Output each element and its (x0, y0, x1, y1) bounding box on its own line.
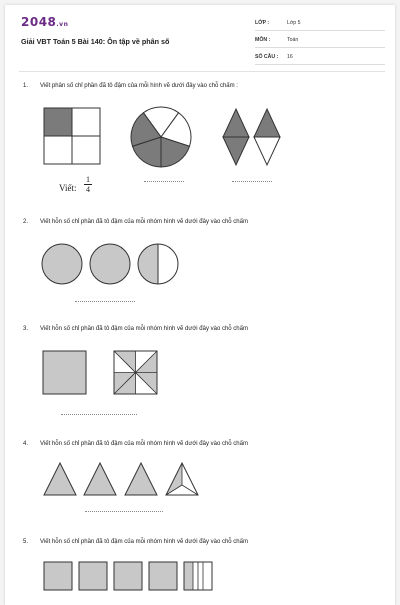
question-prompt: Viết hỗn số chỉ phần đã tô đậm của mỗi nhóm hình vẽ dưới đây vào chỗ chấm (40, 539, 248, 545)
shaded-part (184, 562, 193, 590)
question-prompt: Viết phân số chỉ phần đã tô đậm của mỗi hình vẽ dưới đây vào chỗ chấm : (40, 83, 238, 89)
shaded-square (43, 351, 86, 394)
question-text (23, 326, 248, 332)
question-text (23, 539, 248, 545)
shaded-triangle (125, 463, 157, 495)
meta-row-count (255, 50, 385, 65)
shaded-square (149, 562, 177, 590)
answer-blank[interactable] (75, 301, 135, 302)
meta-value: Toán (287, 37, 299, 43)
question-number: 2. (23, 219, 29, 225)
shaded-square (79, 562, 107, 590)
question-number: 3. (23, 326, 29, 332)
meta-value: Lớp 5 (287, 20, 301, 26)
meta-label: LỚP : (255, 20, 270, 26)
fraction-denominator: 4 (86, 185, 90, 194)
question-1 (5, 83, 395, 203)
question-prompt: Viết hỗn số chỉ phần đã tô đậm của mỗi nhóm hình vẽ dưới đây vào chỗ chấm (40, 441, 248, 447)
answer-example-fraction (83, 175, 93, 194)
meta-row-subject (255, 33, 385, 48)
question-4 (5, 441, 395, 526)
question-text (23, 219, 248, 225)
fraction-numerator: 1 (86, 175, 90, 184)
site-logo[interactable] (21, 15, 68, 29)
header-divider (19, 71, 385, 72)
unshaded-part (254, 137, 280, 165)
answer-blank[interactable] (85, 511, 163, 512)
question-2 (5, 219, 395, 309)
meta-value: 16 (287, 54, 293, 60)
document-page (5, 5, 395, 605)
shaded-square (44, 562, 72, 590)
question-number: 4. (23, 441, 29, 447)
question-3 (5, 326, 395, 421)
shaded-triangle (84, 463, 116, 495)
question-text (23, 83, 238, 89)
logo-main: 2048 (21, 15, 57, 29)
meta-row-grade (255, 16, 385, 31)
square-quarter-figure (43, 107, 101, 165)
answer-blank[interactable] (144, 181, 184, 182)
shaded-square (114, 562, 142, 590)
document-header (5, 5, 395, 75)
circles-group-figure (41, 243, 181, 285)
rectangles-group-figure (43, 561, 218, 591)
shaded-part (223, 109, 249, 137)
question-prompt: Viết hỗn số chỉ phần đã tô đậm của mỗi nhóm hình vẽ dưới đây vào chỗ chấm (40, 326, 248, 332)
question-text (23, 441, 248, 447)
answer-blank[interactable] (232, 181, 272, 182)
meta-label: MÔN : (255, 37, 271, 43)
shaded-circle (42, 244, 82, 284)
logo-tld: .vn (56, 21, 69, 28)
answer-blank[interactable] (61, 414, 137, 415)
document-title: Giải VBT Toán 5 Bài 140: Ôn tập về phân số (21, 37, 170, 46)
shaded-part (254, 109, 280, 137)
shaded-part (223, 137, 249, 165)
shaded-circle (90, 244, 130, 284)
answer-example-label: Viết: (59, 183, 77, 193)
circle-fifths-figure (130, 106, 192, 168)
triangles-group-figure (43, 461, 203, 497)
meta-label: SỐ CÂU : (255, 54, 279, 60)
question-number: 1. (23, 83, 29, 89)
question-number: 5. (23, 539, 29, 545)
shaded-triangle (44, 463, 76, 495)
full-square-figure (42, 350, 87, 395)
shaded-part (44, 108, 72, 136)
diamonds-figure (221, 107, 281, 167)
eighths-square-figure (113, 350, 158, 395)
question-prompt: Viết hỗn số chỉ phần đã tô đậm của mỗi nhóm hình vẽ dưới đây vào chỗ chấm (40, 219, 248, 225)
question-5 (5, 539, 395, 605)
meta-info (255, 16, 385, 67)
shaded-half (138, 244, 158, 284)
